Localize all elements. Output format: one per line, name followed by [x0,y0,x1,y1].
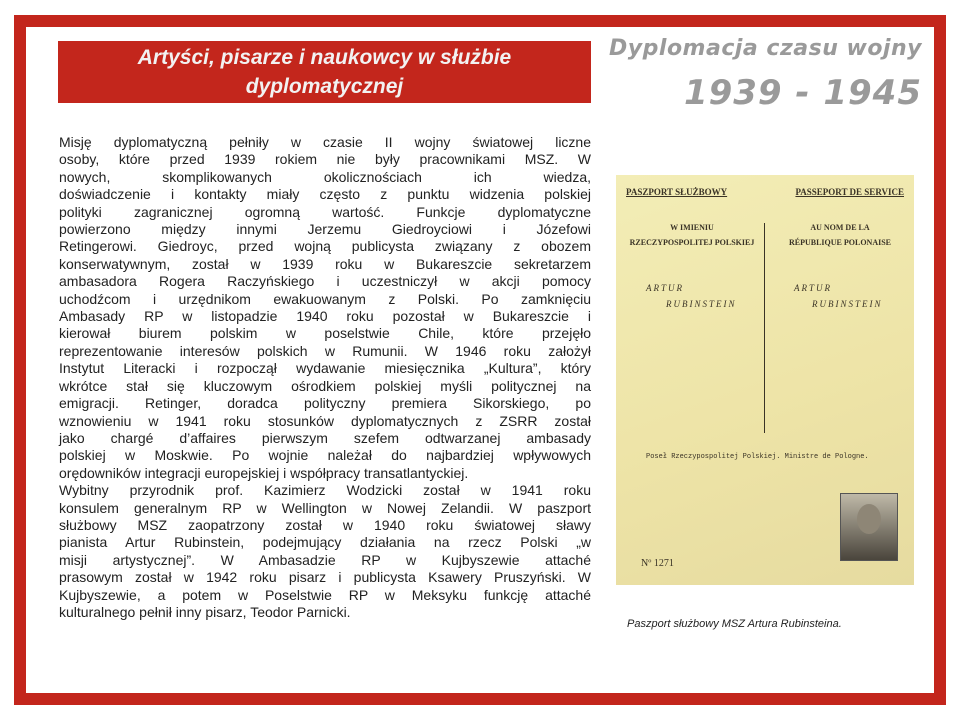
body-text-line: konsulem generalnym RP w Wellington w Nowej Zelandii. W paszport [59,499,591,516]
body-text-line: Kujbyszewie, a potem w Poselstwie RP w Meksyku funkcję attaché [59,586,591,603]
body-text-line: kierował biurem polskim w poselstwie Chile, które przejęło [59,325,591,342]
passport-name-last: RUBINSTEIN [666,299,737,309]
passport-title-line: AU NOM DE LA [810,223,870,232]
body-text-line: polskiej w Moskwie. Po wojnie należał do najbardziej wpływowych [59,447,591,464]
passport-image [616,175,914,585]
body-text-line: Wybitny przyrodnik prof. Kazimierz Wodzicki został w 1941 roku [59,482,591,499]
series-years: 1939 - 1945 [683,73,922,113]
body-text-line: osoby, które przed 1939 rokiem nie były pracownikami MSZ. W [59,151,591,168]
passport-title-line: RZECZYPOSPOLITEJ POLSKIEJ [629,238,755,247]
passport-name-last-fr: RUBINSTEIN [812,299,883,309]
body-text-line: kulturalnego pełnił inny pisarz, Teodor Parnicki. [59,603,351,620]
body-text-line: orędowników integracji europejskiej i współpracy transatlantyckiej. [59,464,469,481]
series-heading [609,36,922,113]
passport-title-line: W IMIENIU [670,223,714,232]
body-text-line: Instytut Literacki i rozpoczął wydawanie miesięcznika „Kultura”, który [59,360,591,377]
series-title: Dyplomacja czasu wojny [609,36,922,61]
body-text-line: misji artystycznej”. W Ambasadzie RP w Kujbyszewie attaché [59,551,591,568]
body-text-line: służbowy MSZ zaopatrzony został w 1940 roku światowej sławy [59,516,591,533]
body-text-line: ambasadora Rogera Raczyńskiego i uczestniczył w akcji pomocy [59,273,591,290]
body-text-line: Ambasady RP w listopadzie 1940 roku pozostał w Bukareszcie i [59,308,591,325]
body-text-line: polityki zagranicznej ogromną wartość. Funkcje dyplomatyczne [59,203,591,220]
body-text [59,134,591,621]
passport-name-first-fr: ARTUR [794,283,832,293]
passport-left-title [622,220,762,250]
body-text-line: prasowym został w 1942 roku pisarz i publicysta Ksawery Pruszyński. W [59,569,591,586]
body-text-line: doświadczenie i kontakty miały często z punktu widzenia polskiej [59,186,591,203]
body-text-line: konserwatywnym, został w 1939 roku w Bukareszcie sekretarzem [59,255,591,272]
body-text-line: jako chargé d’affaires pierwszym szefem odtwarzanej ambasady [59,429,591,446]
passport-photo [840,493,898,561]
image-caption: Paszport służbowy MSZ Artura Rubinsteina. [627,618,842,630]
passport-divider [764,223,765,433]
passport-right-header: PASSEPORT DE SERVICE [795,187,904,197]
body-text-line: wznowieniu w 1941 roku stosunków dyplomatycznych z ZSRR został [59,412,591,429]
passport-title-line: RÉPUBLIQUE POLONAISE [788,238,892,247]
body-text-line: Misję dyplomatyczną pełniły w czasie II wojny światowej liczne [59,134,591,150]
passport-right-title [770,220,910,250]
body-text-line: pianista Artur Rubinstein, podejmujący działania na rzecz Polski „w [59,534,591,551]
body-text-line: reprezentowanie interesów polskich w Rumunii. W 1946 roku założył [59,342,591,359]
body-text-line: Retingerowi. Giedroyc, przed wojną publicysta związany z obozem [59,238,591,255]
body-text-line: emigracji. Retinger, doradca polityczny premiera Sikorskiego, po [59,395,591,412]
body-text-line: wkrótce stał się kluczowym ośrodkiem polskiej myśli politycznej na [59,377,591,394]
slide-title-banner [58,41,591,103]
passport-signature-line: Poseł Rzeczypospolitej Polskiej. Ministre de Pologne. [646,453,869,461]
body-text-line: uchodźcom i urzędnikom ewakuowanym z Polski. Po zamknięciu [59,290,591,307]
slide-title-line: Artyści, pisarze i naukowcy w służbie [137,46,512,69]
slide-title-line: dyplomatycznej [245,75,404,98]
body-text-line: nowych, skomplikowanych okolicznościach ich wiedza, [59,168,591,185]
body-text-line: powierzono między innymi Jerzemu Giedroyciowi i Józefowi [59,221,591,238]
passport-number: Nº 1271 [641,558,674,569]
passport-left-header: PASZPORT SŁUŻBOWY [626,187,728,197]
passport-name-first: ARTUR [646,283,684,293]
